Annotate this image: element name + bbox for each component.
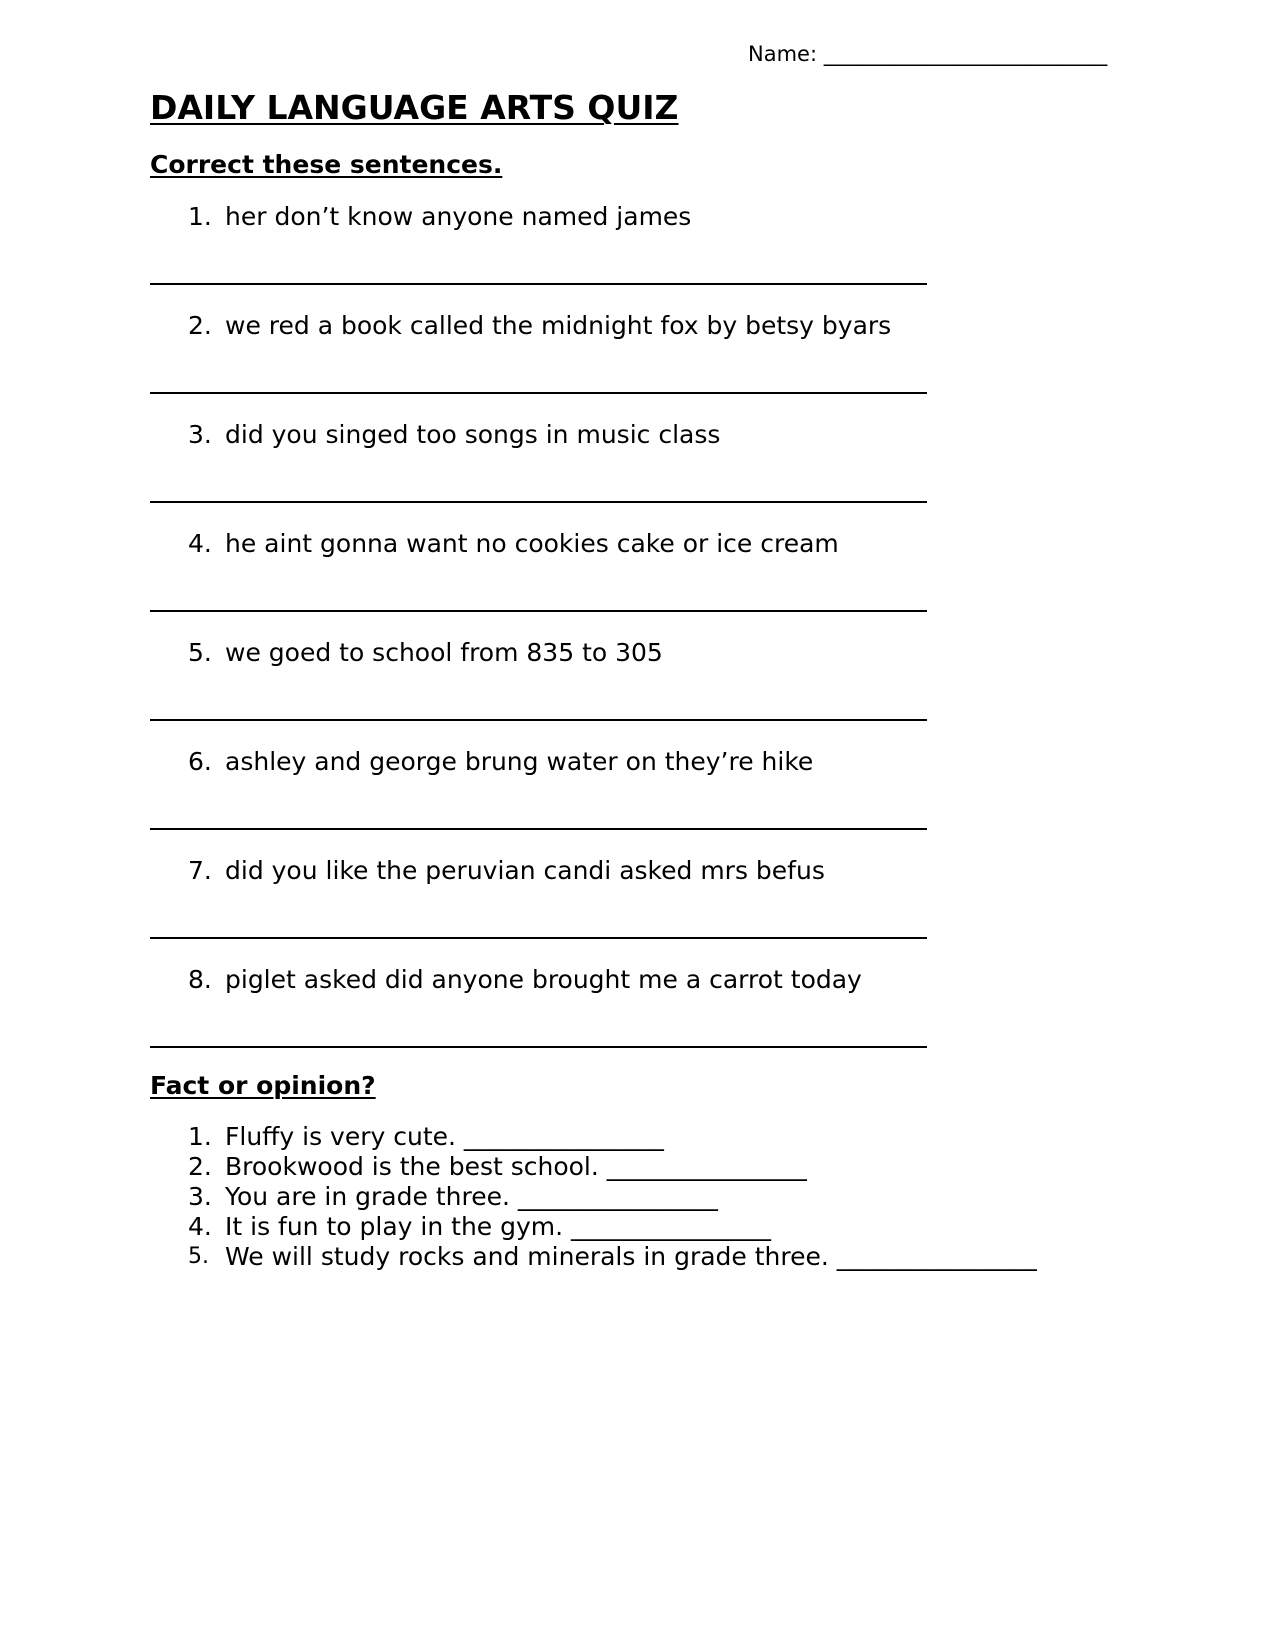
fact-text[interactable]: Fluffy is very cute. ________________ [225, 1122, 664, 1151]
sentence-item [150, 309, 930, 418]
sentence-list [150, 200, 930, 1072]
answer-line[interactable] [150, 1046, 927, 1048]
sentence-text: we goed to school from 835 to 305 [225, 638, 663, 667]
sentence-number: 2. [188, 311, 212, 340]
fact-number: 2. [188, 1152, 212, 1181]
sentence-text: her don’t know anyone named james [225, 202, 692, 231]
sentence-number: 5. [188, 638, 212, 667]
sentence-number: 6. [188, 747, 212, 776]
answer-line[interactable] [150, 828, 927, 830]
answer-line[interactable] [150, 610, 927, 612]
sentence-text: he aint gonna want no cookies cake or ice cream [225, 529, 839, 558]
answer-line[interactable] [150, 501, 927, 503]
section-heading-correct-sentences: Correct these sentences. [150, 150, 503, 179]
fact-number: 3. [188, 1182, 212, 1211]
sentence-number: 4. [188, 529, 212, 558]
sentence-item [150, 527, 930, 636]
sentence-text: did you singed too songs in music class [225, 420, 721, 449]
sentence-item [150, 636, 930, 745]
sentence-item [150, 745, 930, 854]
sentence-number: 1. [188, 202, 212, 231]
fact-text[interactable]: You are in grade three. ________________ [225, 1182, 718, 1211]
fact-number: 1. [188, 1122, 212, 1151]
answer-line[interactable] [150, 719, 927, 721]
answer-line[interactable] [150, 392, 927, 394]
sentence-text: did you like the peruvian candi asked mrs befus [225, 856, 825, 885]
answer-line[interactable] [150, 283, 927, 285]
sentence-text: ashley and george brung water on they’re hike [225, 747, 814, 776]
answer-line[interactable] [150, 937, 927, 939]
sentence-number: 7. [188, 856, 212, 885]
name-field[interactable]: Name: ___________________________ [748, 42, 1108, 66]
sentence-number: 8. [188, 965, 212, 994]
sentence-number: 3. [188, 420, 212, 449]
sentence-item [150, 200, 930, 309]
fact-text[interactable]: We will study rocks and minerals in grade three. ________________ [225, 1242, 1037, 1271]
sentence-text: piglet asked did anyone brought me a carrot today [225, 965, 862, 994]
sentence-item [150, 418, 930, 527]
fact-number: 5. [188, 1244, 209, 1269]
fact-number: 4. [188, 1212, 212, 1241]
section-heading-fact-or-opinion: Fact or opinion? [150, 1071, 376, 1100]
fact-text[interactable]: Brookwood is the best school. ________________ [225, 1152, 807, 1181]
sentence-text: we red a book called the midnight fox by betsy byars [225, 311, 892, 340]
sentence-item [150, 963, 930, 1072]
fact-text[interactable]: It is fun to play in the gym. ________________ [225, 1212, 772, 1241]
page-title: DAILY LANGUAGE ARTS QUIZ [150, 88, 679, 127]
sentence-item [150, 854, 930, 963]
